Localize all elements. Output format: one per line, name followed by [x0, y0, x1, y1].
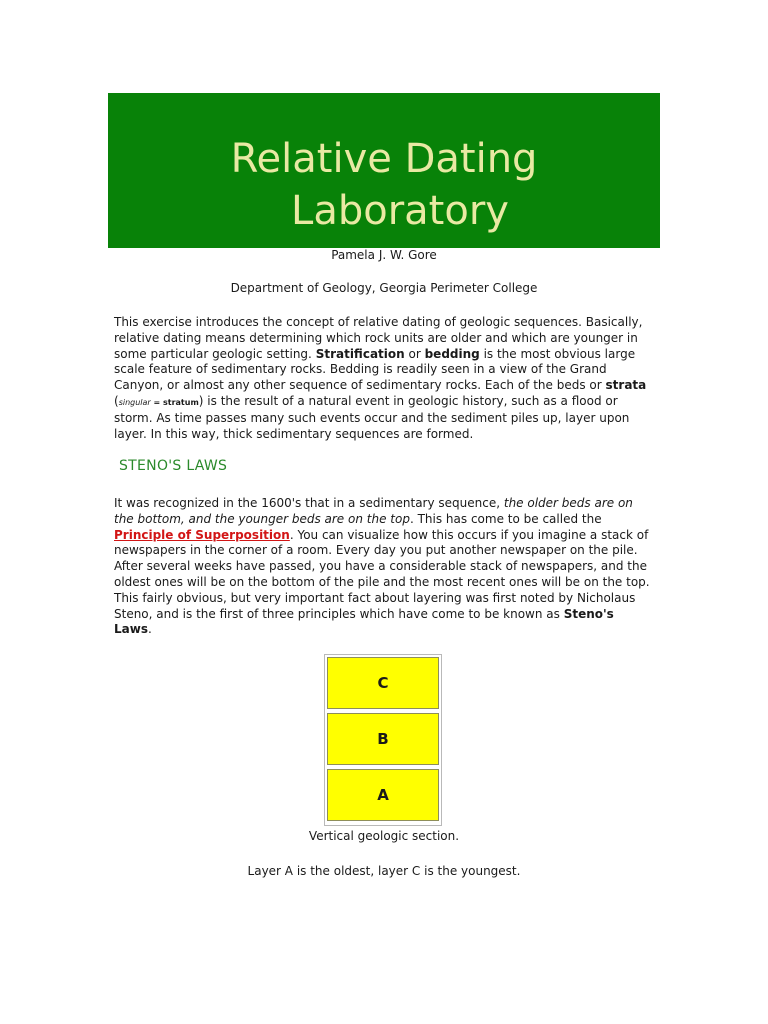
- intro-paragraph: This exercise introduces the concept of relative dating of geologic sequences. Basically, relative dating means determining which rock units are older and which are younger in some particular geologic setting. Stratification or bedding is the most obvious large scale feature of sedimentary rocks. Bedding is readily seen in a view of the Grand Canyon, or almost any other sequence of sedimentary rocks. Each of the beds or strata (singular = stratum) is the result of a natural event in geologic history, such as a flood or storm. As time passes many such events occur and the sediment piles up, layer upon layer. In this way, thick sedimentary sequences are formed.: [114, 315, 647, 441]
- geologic-section-diagram: [324, 654, 442, 826]
- principle-of-superposition-link[interactable]: Principle of Superposition: [114, 527, 290, 542]
- section-caption: Vertical geologic section.: [308, 829, 460, 843]
- term-strata: strata: [605, 378, 647, 393]
- section-heading-steno: STENO'S LAWS: [119, 458, 228, 474]
- layer-c: C: [327, 657, 439, 709]
- term-stratum: stratum: [163, 397, 199, 407]
- author-name: Pamela J. W. Gore: [331, 248, 437, 262]
- term-stenos-laws: Steno's Laws: [114, 606, 614, 637]
- term-bedding: bedding: [424, 346, 480, 361]
- layer-b: B: [327, 713, 439, 765]
- title-banner: [108, 93, 660, 248]
- title-line-2: Laboratory: [291, 188, 509, 234]
- steno-paragraph: It was recognized in the 1600's that in a sedimentary sequence, the older beds are on the bottom, and the younger beds are on the top. This has come to be called the Principle of Superposition. You can visualize how this occurs if you imagine a stack of newspapers in the corner of a room. Every day you put another newspaper on the pile. After several weeks have passed, you have a considerable stack of newspapers, and the oldest ones will be on the bottom of the pile and the most recent ones will be on the top. This fairly obvious, but very important fact about layering was first noted by Nicholaus Steno, and is the first of three principles which have come to be known as Steno's Laws.: [114, 496, 650, 637]
- page-title: [108, 133, 660, 237]
- section-note: Layer A is the oldest, layer C is the youngest.: [247, 864, 521, 878]
- term-stratification: Stratification: [315, 346, 405, 361]
- layer-a: A: [327, 769, 439, 821]
- department-line: Department of Geology, Georgia Perimeter College: [230, 281, 538, 295]
- title-line-1: Relative Dating: [230, 136, 538, 182]
